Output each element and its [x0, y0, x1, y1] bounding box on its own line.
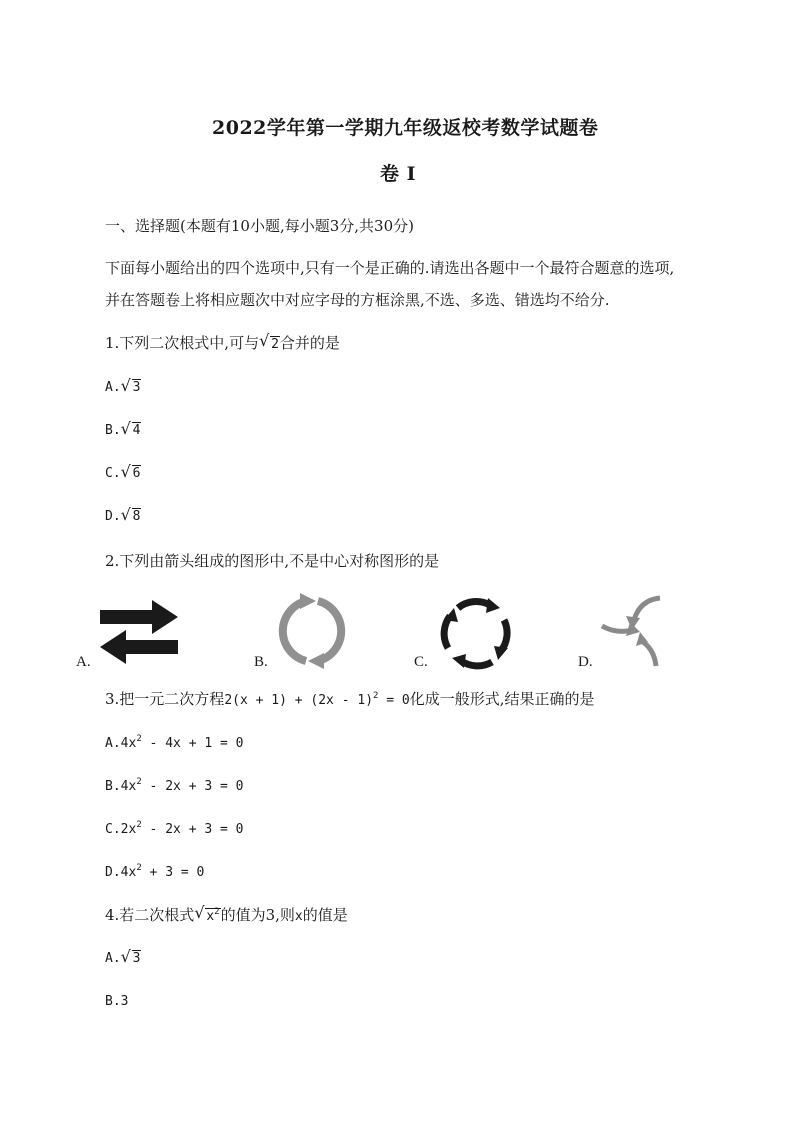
q3-option-c — [105, 820, 243, 840]
option-label: D. — [105, 865, 121, 880]
instruction-line-1: 下面每小题给出的四个选项中,只有一个是正确的.请选出各题中一个最符合题意的选项, — [105, 259, 675, 277]
arrowhead-icon — [308, 653, 324, 669]
radicand: 3 — [132, 380, 141, 395]
eq-part: 4x — [120, 779, 137, 794]
figure-d-label: D. — [578, 654, 593, 670]
option-label: A. — [105, 380, 121, 395]
option-value: 3 — [120, 994, 129, 1009]
question-1-stem — [105, 333, 340, 353]
q3-stem-pre: 3.把一元二次方程 — [105, 690, 225, 708]
arrows-figure-c — [436, 596, 516, 670]
arrowhead-icon — [452, 654, 466, 668]
q3-option-a — [105, 734, 243, 754]
radicand: 6 — [132, 466, 141, 481]
radicand: 8 — [132, 509, 141, 524]
q1-option-a — [105, 378, 141, 398]
q1-radicand: 2 — [271, 337, 279, 352]
arrowhead-icon — [444, 608, 458, 622]
eq-part: 4x — [120, 736, 137, 751]
q3-equation — [224, 693, 409, 708]
eq-part: - 2x + 3 = 0 — [141, 779, 244, 794]
q4-stem-pre: 4.若二次根式 — [105, 906, 195, 924]
sqrt-symbol — [122, 421, 142, 441]
radicand-base: x — [206, 909, 215, 924]
sqrt-symbol — [122, 949, 142, 969]
q4-stem-mid: 的值为3,则 — [220, 906, 295, 924]
q1-option-d — [105, 507, 141, 527]
option-label: B. — [105, 994, 121, 1009]
option-label: C. — [105, 466, 121, 481]
figure-b-label: B. — [254, 654, 268, 670]
q3-option-b — [105, 777, 243, 797]
option-label: B. — [105, 779, 121, 794]
question-4-stem — [105, 905, 348, 927]
exponent: 2 — [136, 777, 142, 787]
arrows-figure-d — [596, 590, 668, 670]
left-arc — [283, 601, 306, 661]
q4-option-a — [105, 949, 141, 969]
option-label: B. — [105, 423, 121, 438]
sqrt-symbol — [122, 507, 142, 527]
q4-radicand — [205, 908, 220, 925]
page-title: 2022学年第一学期九年级返校考数学试题卷 — [212, 117, 599, 139]
section-subtitle: 卷 I — [380, 163, 417, 185]
q1-option-c — [105, 464, 141, 484]
arrows-figure-a — [96, 597, 182, 665]
arrowhead-icon — [486, 598, 500, 613]
arrows-figure-b — [270, 593, 354, 669]
right-arc — [318, 601, 341, 661]
sqrt-symbol — [195, 905, 220, 925]
arrowhead-icon — [300, 593, 316, 609]
q3-stem-post: 化成一般形式,结果正确的是 — [409, 690, 595, 708]
figure-a-label: A. — [76, 654, 91, 670]
curved-arrow-top — [634, 598, 660, 620]
eq-part: = 0 — [378, 693, 410, 708]
right-arrow — [100, 600, 178, 634]
eq-part: - 4x + 1 = 0 — [141, 736, 244, 751]
arc-left — [444, 616, 450, 648]
curved-arrow-left — [602, 626, 632, 631]
q4-stem-post: 的值是 — [302, 906, 348, 924]
radicand: 4 — [132, 423, 141, 438]
curved-arrow-bottom — [640, 640, 656, 666]
section-heading: 一、选择题(本题有10小题,每小题3分,共30分) — [105, 217, 414, 235]
q4-option-b — [105, 992, 128, 1012]
eq-part: - 2x + 3 = 0 — [141, 822, 244, 837]
arrowhead-icon — [494, 646, 508, 660]
arc-top — [458, 602, 490, 608]
q1-stem-pre: 1.下列二次根式中,可与 — [105, 334, 260, 352]
figure-c-label: C. — [414, 654, 428, 670]
option-label: A. — [105, 951, 121, 966]
exponent: 2 — [136, 734, 142, 744]
left-arrow — [100, 630, 178, 664]
sqrt-symbol — [122, 378, 142, 398]
eq-part: 4x — [120, 865, 137, 880]
radicand: 3 — [132, 951, 141, 966]
q3-option-d — [105, 863, 204, 883]
sqrt-symbol — [122, 464, 142, 484]
sqrt-symbol — [260, 333, 280, 353]
exponent: 2 — [136, 820, 142, 830]
eq-part: 2(x + 1) + (2x - 1) — [224, 693, 374, 708]
instruction-line-2: 并在答题卷上将相应题次中对应字母的方框涂黑,不选、多选、错选均不给分. — [105, 291, 610, 309]
exponent: 2 — [136, 863, 142, 873]
option-label: C. — [105, 822, 121, 837]
q1-stem-post: 合并的是 — [279, 334, 340, 352]
eq-part: + 3 = 0 — [141, 865, 205, 880]
exponent: 2 — [214, 907, 220, 917]
option-label: D. — [105, 509, 121, 524]
option-label: A. — [105, 736, 121, 751]
eq-part: 2x — [120, 822, 137, 837]
variable: x — [294, 909, 303, 924]
exponent: 2 — [373, 691, 379, 701]
question-2-stem: 2.下列由箭头组成的图形中,不是中心对称图形的是 — [105, 552, 440, 570]
question-3-stem — [105, 689, 595, 711]
q1-option-b — [105, 421, 141, 441]
